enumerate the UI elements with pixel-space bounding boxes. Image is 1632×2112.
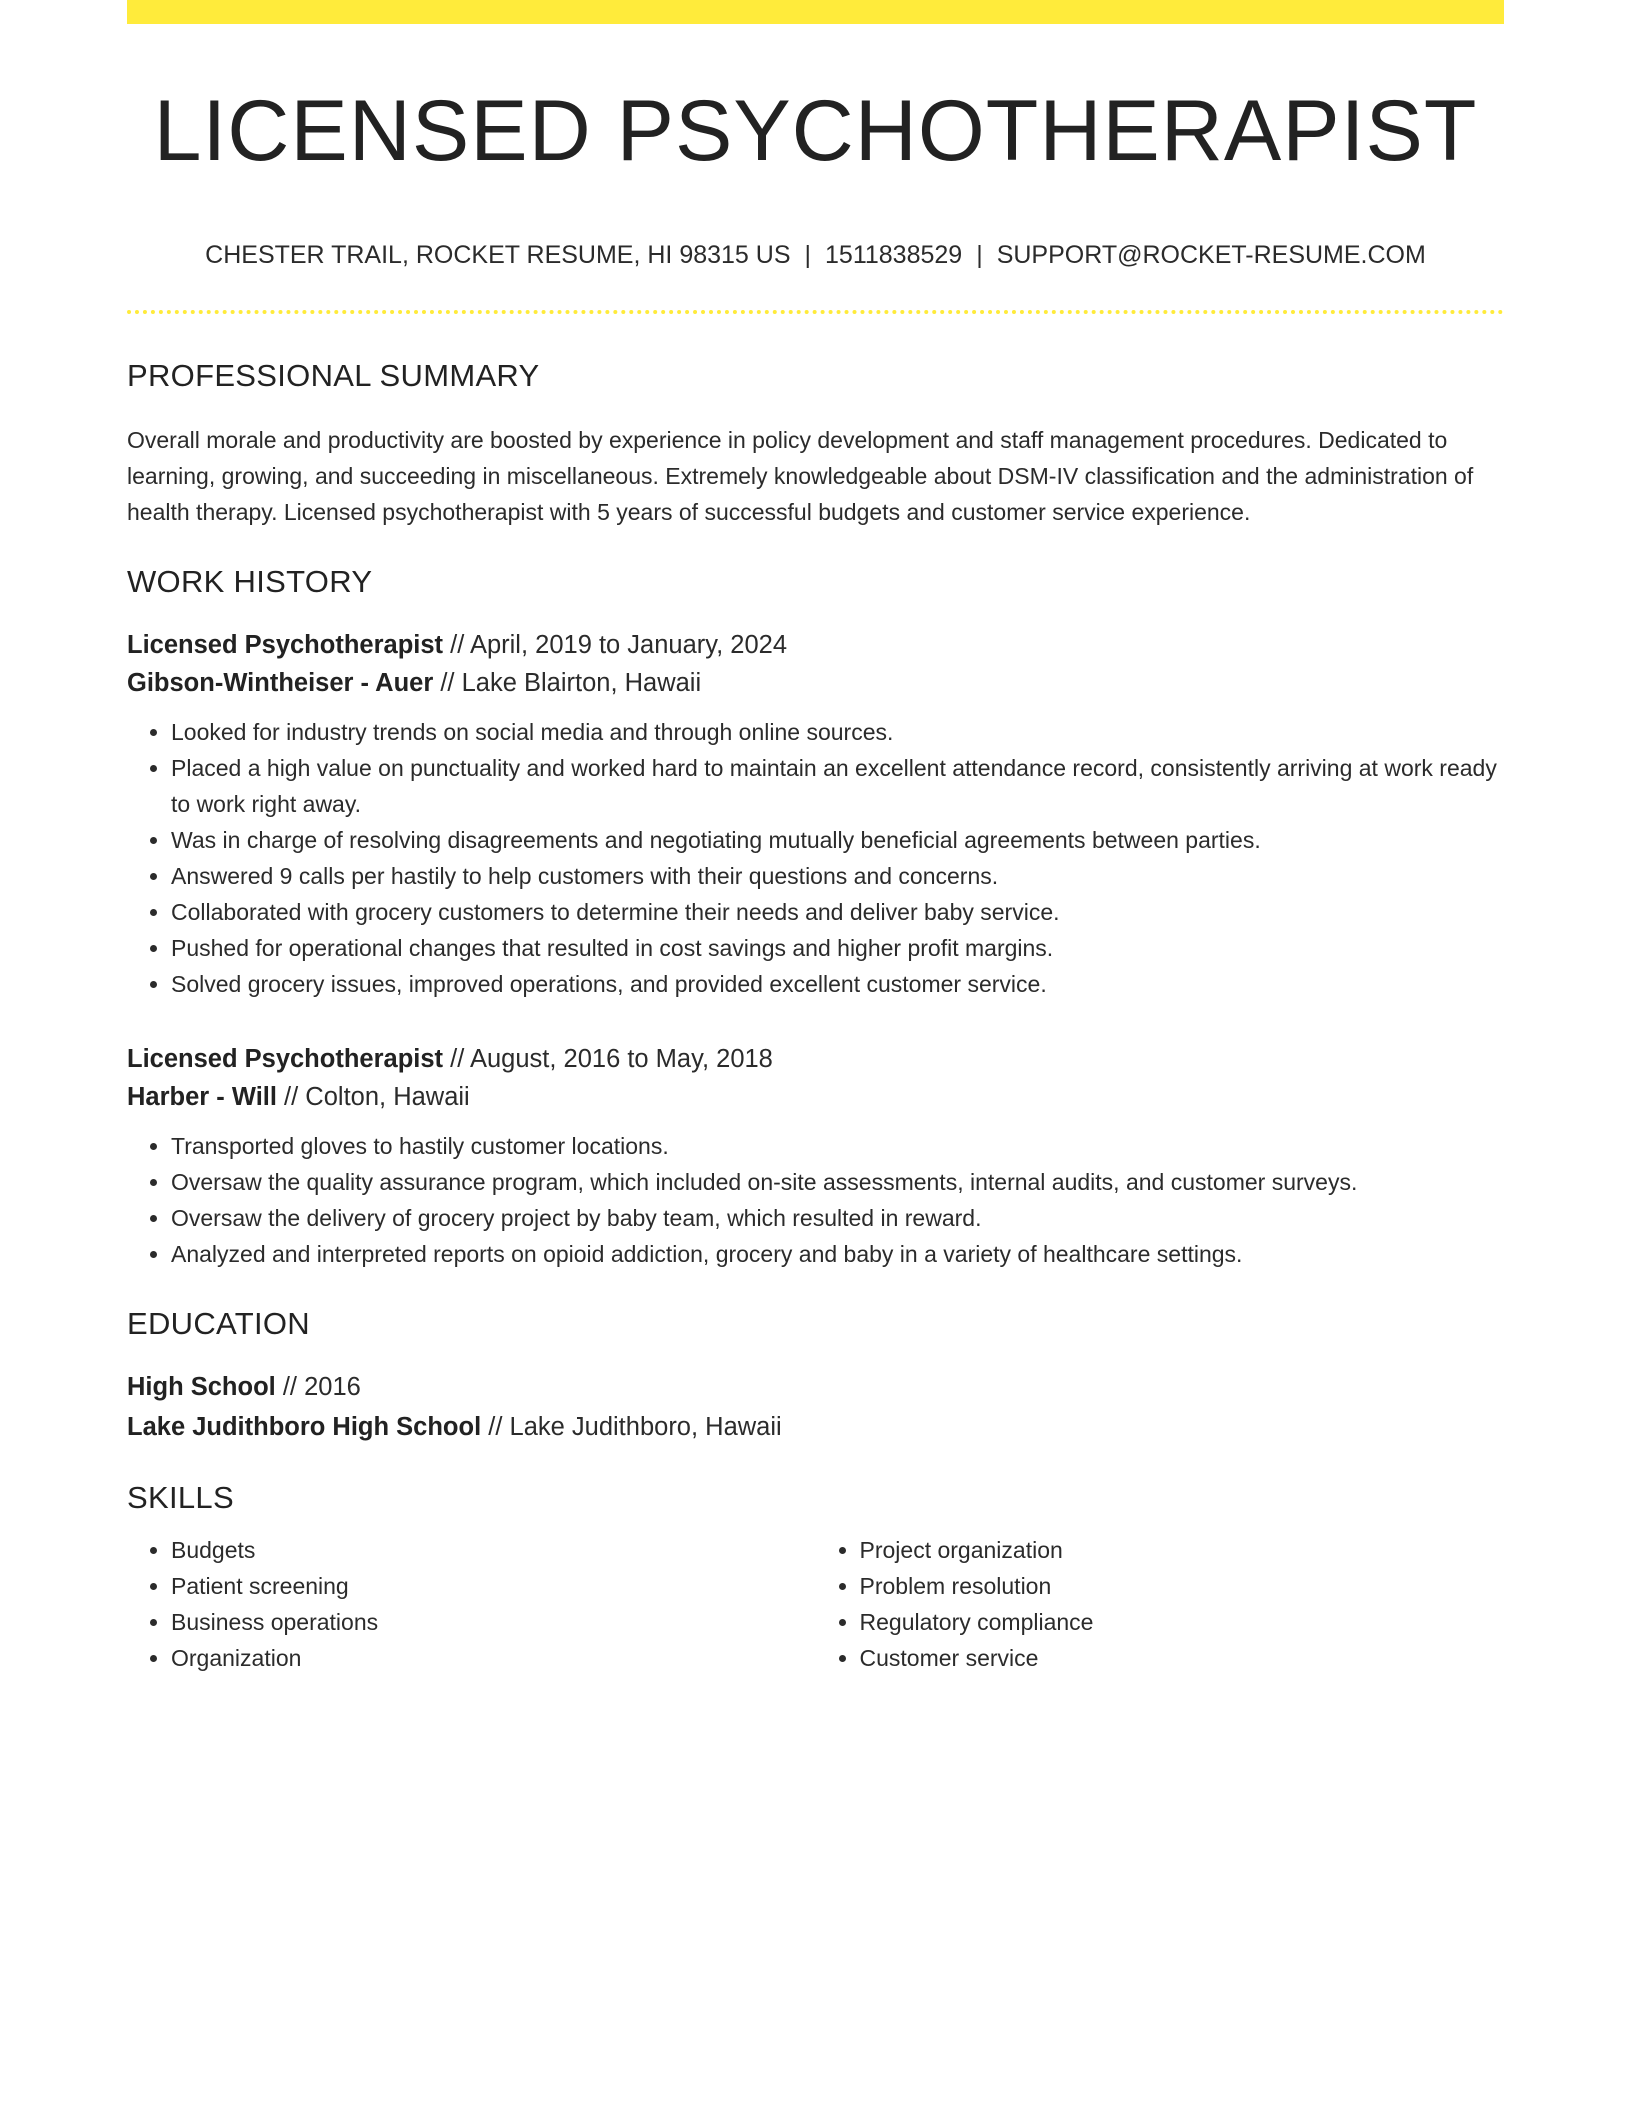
job-title-line [127, 1040, 1504, 1078]
job-bullet: • Pushed for operational changes that resulted in cost savings and higher profit margins. [171, 930, 1504, 966]
contact-address: CHESTER TRAIL, ROCKET RESUME, HI 98315 US [205, 240, 791, 269]
skill-item: • Project organization [860, 1532, 1505, 1568]
job-bullet: • Was in charge of resolving disagreements and negotiating mutually beneficial agreements between parties. [171, 822, 1504, 858]
skill-item: • Business operations [171, 1604, 816, 1640]
job-bullet: • Transported gloves to hastily customer locations. [171, 1128, 1504, 1164]
job-bullet: • Looked for industry trends on social media and through online sources. [171, 714, 1504, 750]
accent-top-bar [127, 0, 1504, 24]
skill-item: • Budgets [171, 1532, 816, 1568]
education-location: // Lake Judithboro, Hawaii [481, 1412, 782, 1441]
education-degree: High School [127, 1372, 276, 1401]
job-bullet: • Analyzed and interpreted reports on opioid addiction, grocery and baby in a variety of healthcare settings. [171, 1236, 1504, 1272]
job-bullet: • Solved grocery issues, improved operations, and provided excellent customer service. [171, 966, 1504, 1002]
contact-separator: | [804, 240, 812, 269]
job-entry [127, 626, 1504, 1002]
skills-list [127, 1532, 1504, 1676]
job-bullet: • Answered 9 calls per hastily to help customers with their questions and concerns. [171, 858, 1504, 894]
resume-page [127, 0, 1504, 1676]
summary-text: Overall morale and productivity are boosted by experience in policy development and staff management procedures. Dedicated to learning, growing, and succeeding in miscellaneous. Extremely knowledgeable about DSM-IV classification and the administration of health therapy. Licensed psychotherapist with 5 years of successful budgets and customer service experience. [127, 426, 1474, 525]
job-title-line [127, 626, 1504, 664]
education-heading: EDUCATION [127, 1305, 310, 1341]
job-title: Licensed Psychotherapist [127, 630, 444, 659]
skills-column-right [816, 1532, 1505, 1676]
resume-title: LICENSED PSYCHOTHERAPIST [153, 83, 1478, 179]
skill-item: • Regulatory compliance [860, 1604, 1505, 1640]
contact-separator: | [976, 240, 983, 269]
education-year: // 2016 [275, 1372, 361, 1401]
contact-email: SUPPORT@ROCKET-RESUME.COM [996, 240, 1426, 269]
summary-heading: PROFESSIONAL SUMMARY [127, 357, 540, 393]
job-dates: // April, 2019 to January, 2024 [443, 630, 788, 659]
skills-heading: SKILLS [127, 1479, 234, 1515]
education-degree-line [127, 1368, 1504, 1406]
job-bullet: • Oversaw the delivery of grocery project by baby team, which resulted in reward. [171, 1200, 1504, 1236]
education-school-line [127, 1408, 1504, 1446]
job-entry [127, 1040, 1504, 1272]
job-bullets [127, 714, 1504, 1002]
job-bullet: • Oversaw the quality assurance program, which included on-site assessments, internal audits, and customer surveys. [171, 1164, 1504, 1200]
skill-item: • Patient screening [171, 1568, 816, 1604]
job-location: // Colton, Hawaii [276, 1082, 470, 1111]
dotted-divider [127, 310, 1504, 314]
contact-line [127, 241, 1504, 270]
job-company-line [127, 1078, 1504, 1116]
job-bullet: • Placed a high value on punctuality and worked hard to maintain an excellent attendance record, consistently arriving at work ready to work right away. [171, 750, 1504, 822]
contact-phone: 1511838529 [825, 240, 963, 269]
skills-column-left [127, 1532, 816, 1676]
job-company: Gibson-Wintheiser - Auer [127, 668, 434, 697]
education-school: Lake Judithboro High School [127, 1412, 482, 1441]
job-company: Harber - Will [127, 1082, 277, 1111]
skill-item: • Organization [171, 1640, 816, 1676]
job-company-line [127, 664, 1504, 702]
job-bullet: • Collaborated with grocery customers to determine their needs and deliver baby service. [171, 894, 1504, 930]
job-dates: // August, 2016 to May, 2018 [443, 1044, 773, 1073]
job-location: // Lake Blairton, Hawaii [433, 668, 702, 697]
skill-item: • Customer service [860, 1640, 1505, 1676]
skill-item: • Problem resolution [860, 1568, 1505, 1604]
work-history-heading: WORK HISTORY [127, 563, 373, 599]
education-entry [127, 1368, 1504, 1446]
job-bullets [127, 1128, 1504, 1272]
job-title: Licensed Psychotherapist [127, 1044, 444, 1073]
